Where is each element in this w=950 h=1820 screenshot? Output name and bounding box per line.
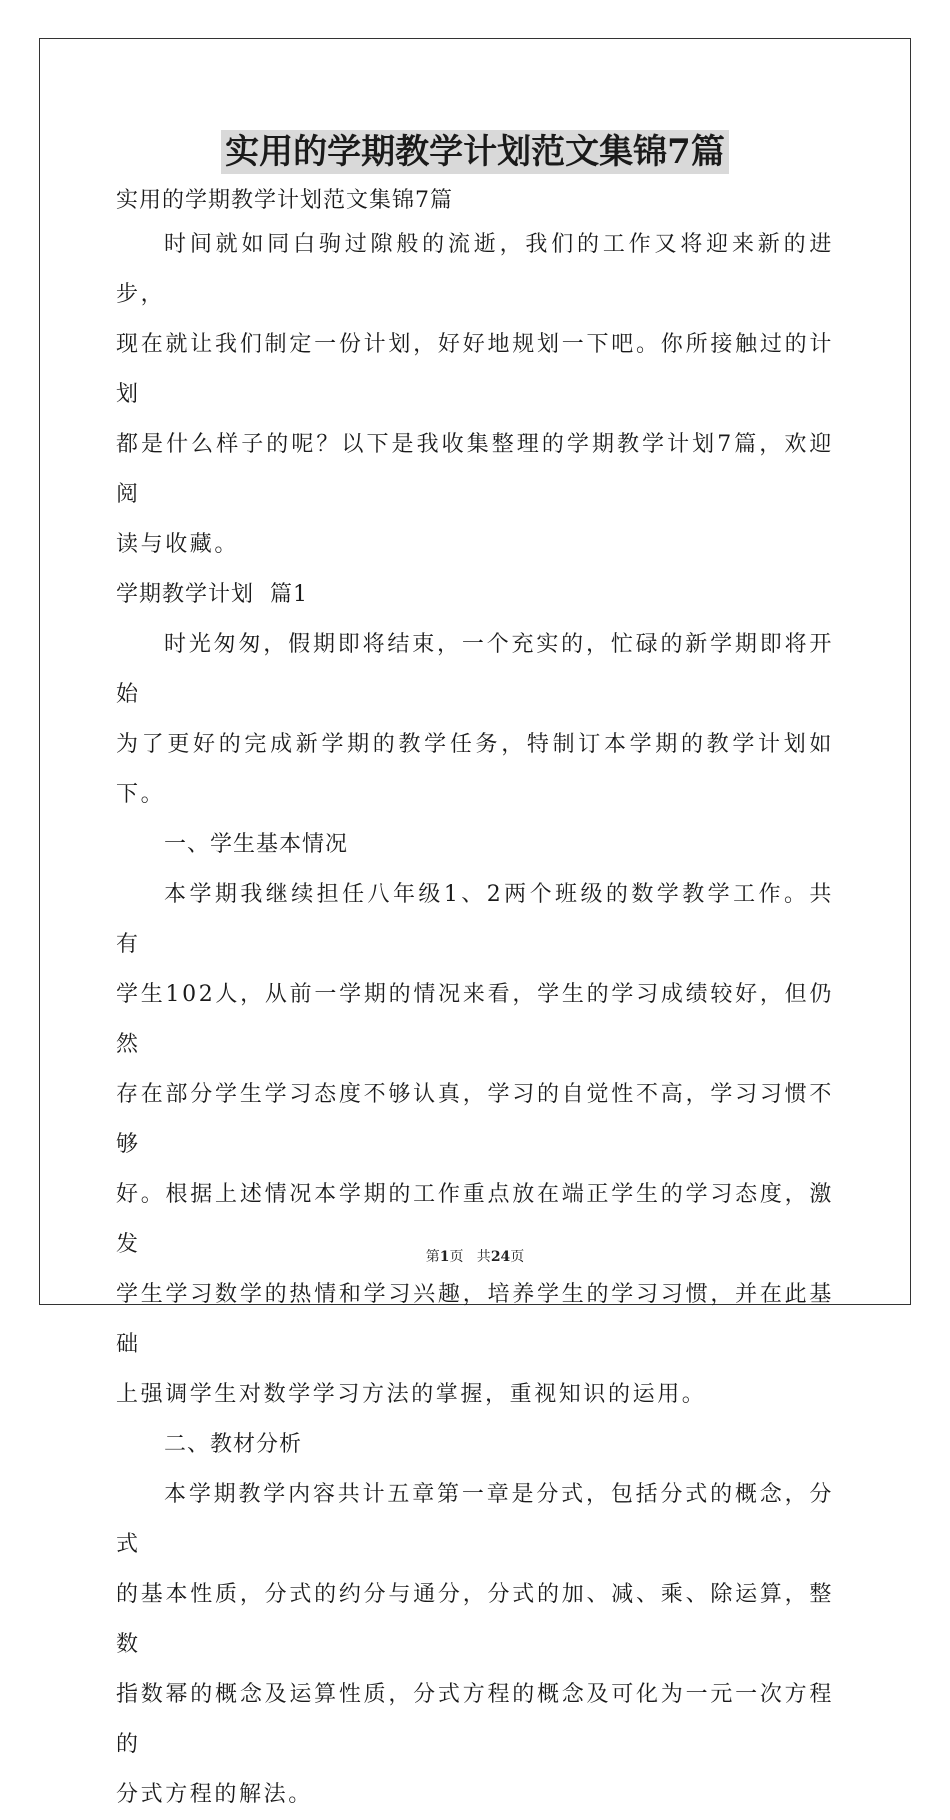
students-paragraph — [116, 870, 834, 1420]
students-line: 学生102人，从前一学期的情况来看，学生的学习成绩较好，但仍然 — [116, 982, 834, 1057]
footer-suffix: 页 — [510, 1249, 525, 1265]
students-line: 好。根据上述情况本学期的工作重点放在端正学生的学习态度，激发 — [116, 1182, 834, 1257]
students-line: 本学期我继续担任八年级1、2两个班级的数学教学工作。共有 — [116, 882, 834, 957]
title-text: 实用的学期教学计划范文集锦7篇 — [221, 130, 729, 174]
document-subtitle: 实用的学期教学计划范文集锦7篇 — [116, 188, 453, 213]
intro-paragraph — [116, 220, 834, 570]
students-line: 上强调学生对数学学习方法的掌握，重视知识的运用。 — [116, 1382, 707, 1407]
textbook-line: 的基本性质，分式的约分与通分，分式的加、减、乘、除运算，整数 — [116, 1582, 834, 1657]
textbook-line: 分式方程的解法。 — [116, 1782, 313, 1807]
footer-total-pages: 24 — [490, 1249, 511, 1265]
intro-line: 读与收藏。 — [116, 532, 240, 557]
part-heading-students: 一、学生基本情况 — [164, 832, 349, 857]
section-intro-paragraph — [116, 620, 834, 820]
document-body — [116, 120, 834, 1820]
part-heading-textbook: 二、教材分析 — [164, 1432, 303, 1457]
footer-mid: 页 共 — [449, 1249, 491, 1265]
document-title — [116, 130, 834, 180]
section-intro-line: 为了更好的完成新学期的教学任务，特制订本学期的教学计划如下。 — [116, 732, 834, 807]
intro-line: 时间就如同白驹过隙般的流逝，我们的工作又将迎来新的进步， — [116, 232, 834, 307]
students-line: 学生学习数学的热情和学习兴趣，培养学生的学习习惯，并在此基础 — [116, 1282, 834, 1357]
page-footer — [0, 1246, 950, 1266]
intro-line: 都是什么样子的呢？以下是我收集整理的学期教学计划7篇，欢迎阅 — [116, 432, 834, 507]
section-heading: 学期教学计划 篇1 — [116, 582, 308, 607]
textbook-line: 指数幂的概念及运算性质，分式方程的概念及可化为一元一次方程的 — [116, 1682, 834, 1757]
textbook-line: 本学期教学内容共计五章第一章是分式，包括分式的概念，分式 — [116, 1482, 834, 1557]
footer-current-page: 1 — [439, 1249, 450, 1265]
footer-prefix: 第 — [425, 1249, 440, 1265]
textbook-paragraph — [116, 1470, 834, 1820]
intro-line: 现在就让我们制定一份计划，好好地规划一下吧。你所接触过的计划 — [116, 332, 834, 407]
section-intro-line: 时光匆匆，假期即将结束，一个充实的，忙碌的新学期即将开始 — [116, 632, 834, 707]
students-line: 存在部分学生学习态度不够认真，学习的自觉性不高，学习习惯不够 — [116, 1082, 834, 1157]
